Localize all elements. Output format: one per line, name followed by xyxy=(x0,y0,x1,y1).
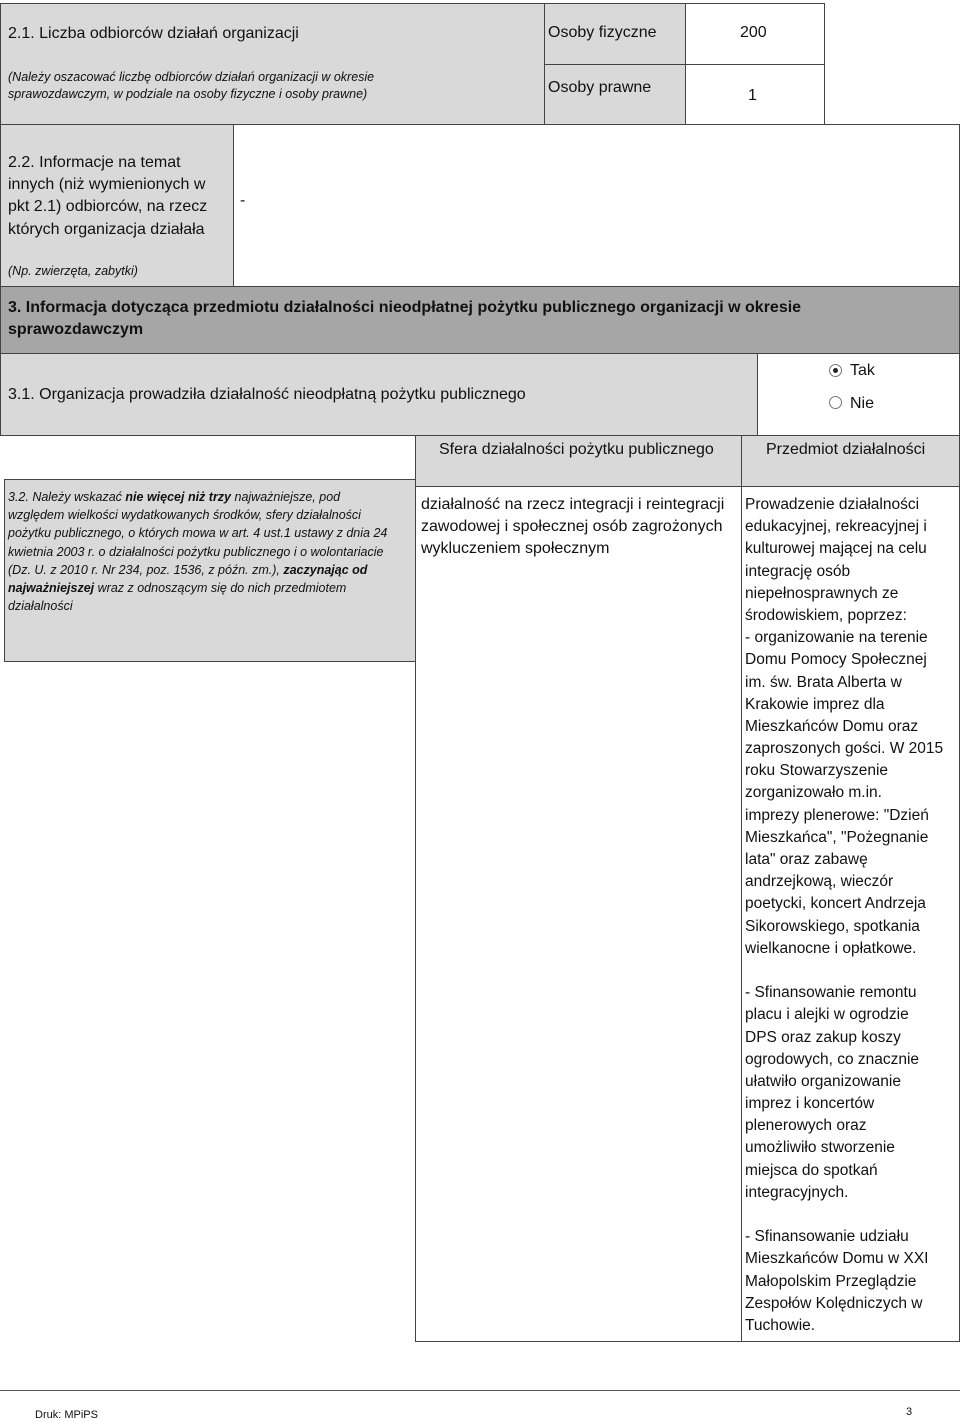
przedmiot-line: środowiskiem, poprzez: xyxy=(745,606,907,624)
section-2-1-title: 2.1. Liczba odbiorców działań organizacji xyxy=(8,25,299,42)
osoby-prawne-label: Osoby prawne xyxy=(548,79,652,96)
section-2-2-value: - xyxy=(240,192,246,209)
przedmiot-line: imprezy plenerowe: "Dzień xyxy=(745,806,929,824)
przedmiot-line: Sikorowskiego, spotkania xyxy=(745,917,920,935)
radio-tak-label[interactable]: Tak xyxy=(850,362,875,379)
przedmiot-line: integrację osób xyxy=(745,562,851,580)
przedmiot-line xyxy=(745,1204,943,1226)
przedmiot-line: andrzejkową, wieczór xyxy=(745,873,894,891)
osoby-prawne-value: 1 xyxy=(748,87,757,104)
section-2-1-note-line2: sprawozdawczym, w podziale na osoby fizyczne i osoby prawne) xyxy=(8,87,368,101)
przedmiot-line: Mieszkańców Domu oraz xyxy=(745,717,919,735)
przedmiot-line: Prowadzenie działalności xyxy=(745,496,920,513)
przedmiot-line: - Sfinansowanie remontu xyxy=(745,984,917,1002)
section-2-1-label-cell xyxy=(0,3,545,125)
przedmiot-line: Małopolskim Przeglądzie xyxy=(745,1272,917,1290)
przedmiot-line: zaproszonych gości. W 2015 xyxy=(745,740,944,758)
osoby-fizyczne-value: 200 xyxy=(740,24,767,41)
section-2-2-title xyxy=(8,152,207,241)
przedmiot-line: Mieszkańców Domu w XXI xyxy=(745,1250,929,1268)
przedmiot-line: plenerowych oraz xyxy=(745,1117,867,1135)
section-2-2-title-line: pkt 2.1) odbiorców, na rzecz xyxy=(8,198,208,216)
section-3-title-line2: sprawozdawczym xyxy=(8,321,144,338)
sfera-line: działalność na rzecz integracji i reintegracji xyxy=(421,496,725,513)
przedmiot-line: Krakowie imprez dla xyxy=(745,695,885,713)
przedmiot-line: edukacyjnej, rekreacyjnej i xyxy=(745,518,927,536)
sfera-line: zawodowej i społecznej osób zagrożonych xyxy=(421,518,723,536)
przedmiot-line: Zespołów Kolędniczych w xyxy=(745,1294,923,1312)
przedmiot-line: niepełnosprawnych ze xyxy=(745,584,899,602)
przedmiot-line: wielkanocne i opłatkowe. xyxy=(745,939,917,957)
przedmiot-line: imprez i koncertów xyxy=(745,1095,875,1113)
radio-nie[interactable] xyxy=(829,396,842,409)
przedmiot-line: roku Stowarzyszenie xyxy=(745,762,889,780)
instruction-line: najważniejszej wraz z odnoszącym się do nich przedmiotem xyxy=(8,581,347,596)
przedmiot-line: lata" oraz zabawę xyxy=(745,851,868,868)
przedmiot-line: Mieszkańca", "Pożegnanie xyxy=(745,828,929,846)
section-3-2-instruction xyxy=(8,488,387,615)
section-2-2-note: (Np. zwierzęta, zabytki) xyxy=(8,264,138,278)
przedmiot-line: umożliwiło stworzenie xyxy=(745,1139,895,1157)
przedmiot-line: - organizowanie na terenie xyxy=(745,629,928,647)
przedmiot-line: Domu Pomocy Społecznej xyxy=(745,651,927,669)
col-sfera-header: Sfera działalności pożytku publicznego xyxy=(439,441,714,458)
col-przedmiot-header: Przedmiot działalności xyxy=(766,441,926,458)
instruction-line: kwietnia 2003 r. o działalności pożytku publicznego i o wolontariacie xyxy=(8,544,384,559)
section-2-2-title-line: innych (niż wymienionych w xyxy=(8,176,206,194)
instruction-line: działalności xyxy=(8,599,73,614)
osoby-fizyczne-label: Osoby fizyczne xyxy=(548,24,657,41)
sfera-value-cell xyxy=(415,486,742,1342)
section-2-2-title-line: których organizacja działała xyxy=(8,220,205,238)
instruction-line: 3.2. Należy wskazać nie więcej niż trzy najważniejsze, pod xyxy=(8,490,341,504)
footer-print-label: Druk: MPiPS xyxy=(35,1409,98,1421)
przedmiot-line: - Sfinansowanie udziału xyxy=(745,1228,909,1246)
przedmiot-line: poetycki, koncert Andrzeja xyxy=(745,895,926,913)
section-3-1-label: 3.1. Organizacja prowadziła działalność nieodpłatną pożytku publicznego xyxy=(8,386,526,403)
footer-rule xyxy=(0,1390,960,1391)
section-3-header xyxy=(0,286,960,354)
przedmiot-line: DPS oraz zakup koszy xyxy=(745,1028,901,1046)
instruction-line: (Dz. U. z 2010 r. Nr 234, poz. 1536, z późn. zm.), zaczynając od xyxy=(8,562,368,577)
sfera-value xyxy=(421,494,724,561)
przedmiot-value xyxy=(745,494,943,1337)
przedmiot-line: ułatwiło organizowanie xyxy=(745,1072,901,1090)
section-2-2-value-cell xyxy=(233,124,960,287)
sfera-line: wykluczeniem społecznym xyxy=(421,540,610,558)
section-2-1-note-line1: (Należy oszacować liczbę odbiorców działań organizacji w okresie xyxy=(8,70,375,84)
radio-tak[interactable] xyxy=(829,364,842,377)
przedmiot-line: ogrodowych, co znacznie xyxy=(745,1050,920,1068)
przedmiot-line: placu i alejki w ogrodzie xyxy=(745,1006,909,1024)
przedmiot-line: kulturowej mającej na celu xyxy=(745,540,927,558)
przedmiot-line: zorganizowało m.in. xyxy=(745,784,882,802)
instruction-line: względem wielkości wydatkowanych środków, sfery działalności xyxy=(8,508,361,523)
radio-nie-label[interactable]: Nie xyxy=(850,395,875,412)
przedmiot-line: im. św. Brata Alberta w xyxy=(745,673,902,691)
section-2-2-title-line: 2.2. Informacje na temat xyxy=(8,154,181,171)
section-3-title-line1: 3. Informacja dotycząca przedmiotu działalności nieodpłatnej pożytku publicznego organizacji w okresie xyxy=(8,299,802,316)
przedmiot-line: Tuchowie. xyxy=(745,1316,816,1334)
footer-page-number: 3 xyxy=(906,1406,913,1418)
przedmiot-line: miejsca do spotkań xyxy=(745,1161,878,1179)
przedmiot-line xyxy=(745,960,943,982)
przedmiot-line: integracyjnych. xyxy=(745,1183,849,1201)
instruction-line: pożytku publicznego, o których mowa w art. 4 ust.1 ustawy z dnia 24 xyxy=(8,526,388,541)
